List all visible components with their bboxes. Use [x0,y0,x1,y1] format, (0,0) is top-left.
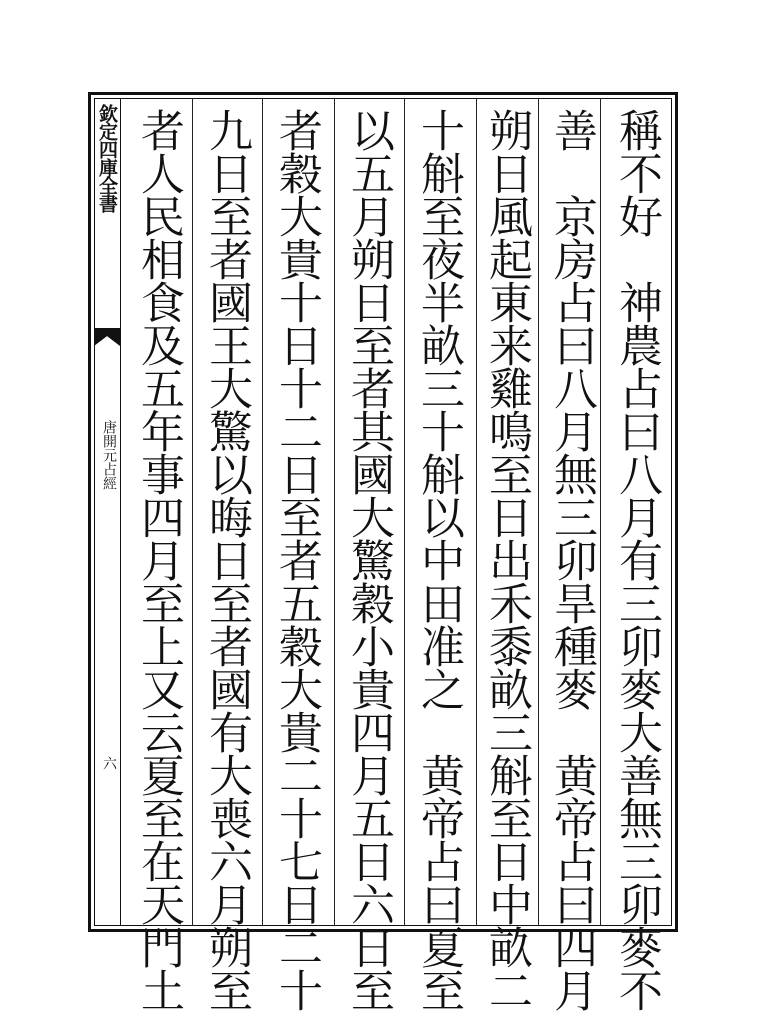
text-column-1: 稱不好 神農占曰八月有三卯麥大善無三卯麥不 [611,108,662,1011]
text-column-8: 者人民相食及五年事四月至上又云夏至在天門土 [133,108,184,1011]
column-divider [538,98,539,926]
page-number: 六 [101,756,117,770]
text-column-5: 以五月朔日至者其國大驚穀小貴四月五日六日至 [343,108,394,1011]
column-divider [334,98,335,926]
text-column-6: 者穀大貴十日十二日至者五穀大貴二十七日二十 [271,108,322,1011]
column-divider [600,98,601,926]
text-column-7: 九日至者國王大驚以晦日至者國有大喪六月朔至 [201,108,252,1011]
margin-divider [120,98,121,926]
volume-title: 唐開元占經 [101,420,117,490]
text-column-4: 十斛至夜半畝三十斛以中田准之 黄帝占曰夏至 [413,108,464,1011]
text-column-3: 朔日風起東来雞鳴至日出禾黍畝三斛至日中畝二 [481,108,532,1011]
column-divider [192,98,193,926]
column-divider [476,98,477,926]
book-title: 欽定四庫全書 [96,104,118,212]
column-divider [262,98,263,926]
text-column-2: 善 京房占曰八月無三卯旱種麥 黄帝占曰四月 [546,108,597,1011]
page-margin-strip [94,98,120,926]
column-divider [404,98,405,926]
